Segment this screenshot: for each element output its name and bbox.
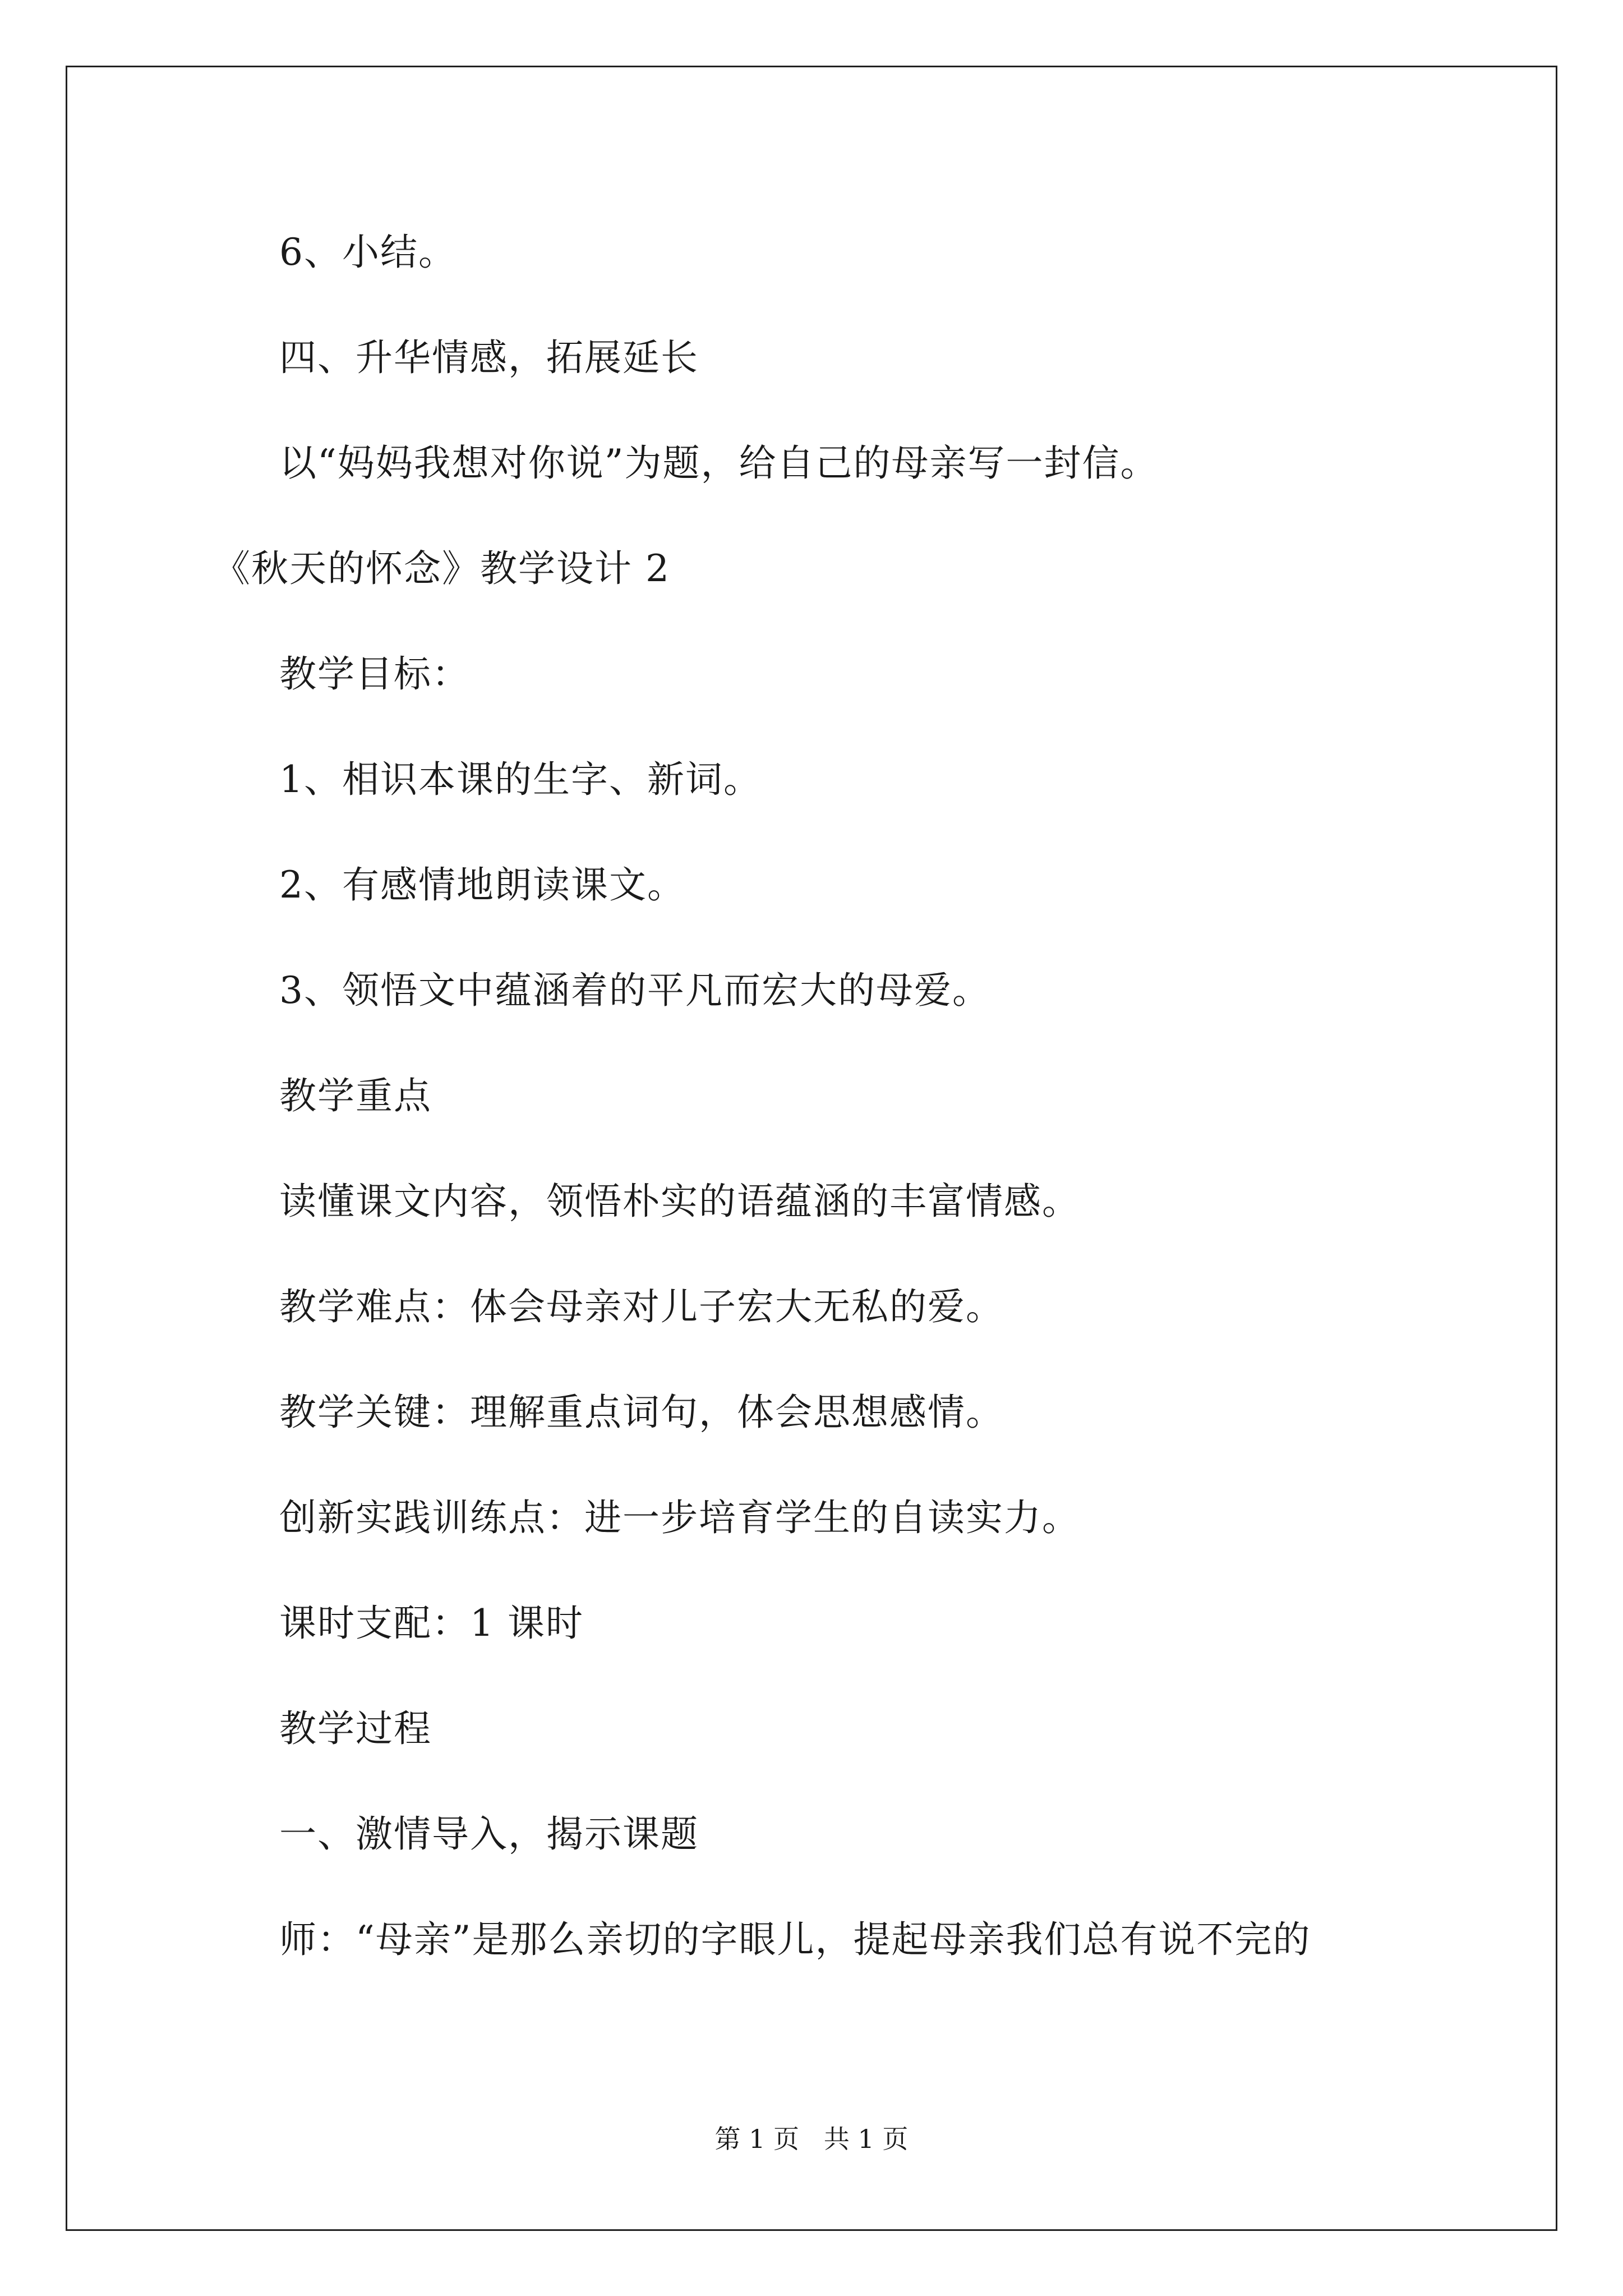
- paragraph-practice-point: 创新实践训练点：进一步培育学生的自读实力。: [279, 1496, 1080, 1539]
- paragraph-difficulties: 教学难点：体会母亲对儿子宏大无私的爱。: [279, 1285, 1004, 1328]
- paragraph-class-hours: 课时支配：1 课时: [279, 1602, 584, 1645]
- goal-item-2: 2、有感情地朗读课文。: [279, 863, 685, 907]
- page-footer: 第 1 页 共 1 页: [714, 2124, 909, 2154]
- list-item-summary: 6、小结。: [279, 231, 457, 274]
- heading-key-points: 教学重点: [279, 1074, 432, 1117]
- heading-teaching-process: 教学过程: [279, 1707, 432, 1750]
- paragraph-letter-task: 以“妈妈我想对你说”为题，给自己的母亲写一封信。: [279, 441, 1159, 485]
- section-heading-four: 四、升华情感，拓展延长: [279, 336, 699, 379]
- paragraph-key-focus: 教学关键：理解重点词句，体会思想感情。: [279, 1391, 1004, 1434]
- document-title: 《秋天的怀念》教学设计 2: [213, 547, 670, 590]
- section-heading-one: 一、激情导入，揭示课题: [279, 1812, 699, 1856]
- paragraph-teacher-intro: 师：“母亲”是那么亲切的字眼儿，提起母亲我们总有说不完的: [279, 1918, 1311, 1961]
- heading-teaching-goals: 教学目标：: [279, 652, 470, 696]
- paragraph-key-points: 读懂课文内容，领悟朴实的语蕴涵的丰富情感。: [279, 1180, 1080, 1223]
- page-border: [66, 66, 1557, 2231]
- goal-item-1: 1、相识本课的生字、新词。: [279, 758, 762, 801]
- goal-item-3: 3、领悟文中蕴涵着的平凡而宏大的母爱。: [279, 969, 990, 1012]
